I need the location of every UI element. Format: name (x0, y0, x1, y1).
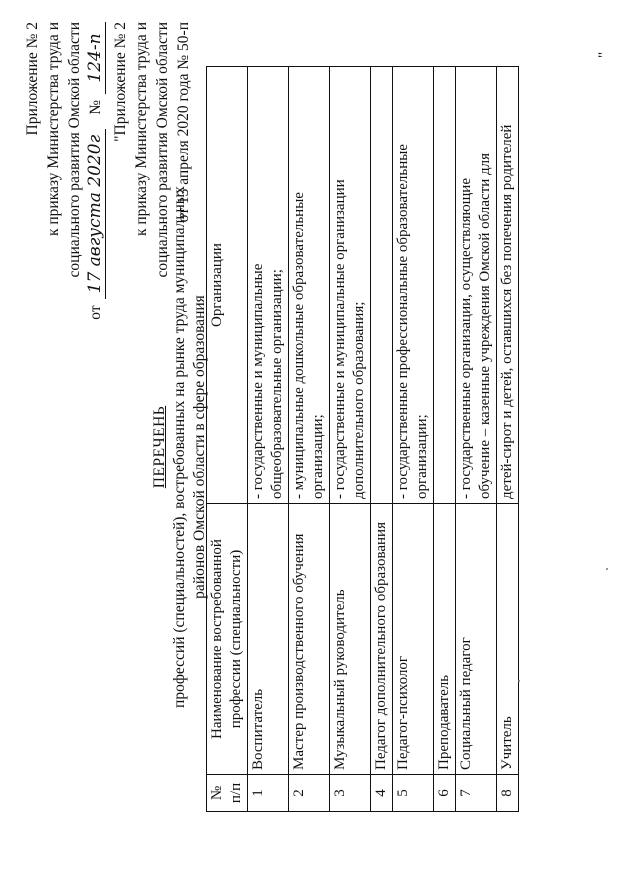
col-header-organizations: Организации (207, 67, 248, 504)
organization-line: обучение – казенные учреждения Омской области для (477, 152, 493, 499)
handwritten-date: 17 августа 2020г (85, 129, 106, 300)
appendix-label: "Приложение № 2 (112, 22, 129, 142)
handwritten-number: 124-п (85, 22, 106, 94)
title-main: ПЕРЕЧЕНЬ (151, 405, 168, 489)
organization-line: - государственные и муниципальные организации (332, 179, 348, 499)
col-header-num: № п/п (207, 775, 248, 812)
organization-text (497, 67, 519, 504)
appendix-label: Приложение № 2 (24, 22, 41, 136)
organization-line: - государственные профессиональные образовательные (395, 144, 411, 499)
title-subtitle-line1: профессий (специальностей), востребованных на рынке труда муниципальных (171, 186, 188, 708)
row-number: 3 (330, 775, 371, 812)
row-number: 5 (393, 775, 434, 812)
from-label: от (87, 305, 104, 320)
order-ref-line: к приказу Министерства труда и (133, 22, 150, 237)
order-date-line: от 13 апреля 2020 года № 50-п (175, 22, 192, 223)
table-row (248, 67, 289, 812)
profession-name: Преподаватель (434, 504, 456, 775)
organization-text (371, 67, 393, 504)
document-title (150, 122, 210, 772)
date-number-row (85, 22, 106, 332)
organization-text (289, 67, 330, 504)
table-header-row (207, 67, 248, 812)
row-number: 4 (371, 775, 393, 812)
table-row (393, 67, 434, 812)
scan-speck (606, 568, 608, 570)
number-label: № (87, 100, 104, 115)
table-row (434, 67, 456, 812)
row-number: 7 (456, 775, 497, 812)
organization-text (434, 67, 456, 504)
profession-name: Социальный педагог (456, 504, 497, 775)
organization-text (393, 67, 434, 504)
organization-line: дополнительного образования; (351, 301, 367, 499)
ministry-line: социального развития Омской области (154, 22, 171, 278)
row-number: 1 (248, 775, 289, 812)
title-subtitle-line2: районов Омской области в сфере образования (191, 295, 208, 599)
profession-name: Педагог дополнительного образования (371, 504, 393, 775)
organization-line: - государственные и муниципальные (250, 263, 266, 499)
scan-speck (518, 680, 520, 682)
col-header-profession: Наименование востребованной профессии (специальности) (207, 504, 248, 775)
organization-text (248, 67, 289, 504)
table-row (289, 67, 330, 812)
table-row (456, 67, 497, 812)
organization-line: общеобразовательные организации; (269, 269, 285, 499)
profession-name: Музыкальный руководитель (330, 504, 371, 775)
table-row (371, 67, 393, 812)
profession-name: Мастер производственного обучения (289, 504, 330, 775)
row-number: 2 (289, 775, 330, 812)
order-ref-line: к приказу Министерства труда и (45, 22, 62, 237)
professions-table (206, 66, 519, 812)
ministry-line: социального развития Омской области (66, 22, 83, 278)
profession-name: Воспитатель (248, 504, 289, 775)
organization-text (456, 67, 497, 504)
table-row (330, 67, 371, 812)
appendix-header-new (22, 22, 106, 332)
organization-line: организации; (310, 414, 326, 499)
row-number: 8 (497, 775, 519, 812)
organization-line: - муниципальные дошкольные образовательные (291, 192, 307, 499)
row-number: 6 (434, 775, 456, 812)
profession-name: Педагог-психолог (393, 504, 434, 775)
closing-quote: " (596, 51, 612, 58)
profession-name: Учитель (497, 504, 519, 775)
organization-text (330, 67, 371, 504)
organization-line: - государственные организации, осуществляющие (458, 178, 474, 499)
organization-line: детей-сирот и детей, оставшихся без попечения родителей (499, 124, 515, 499)
organization-line: организации; (414, 414, 430, 499)
table-row (497, 67, 519, 812)
